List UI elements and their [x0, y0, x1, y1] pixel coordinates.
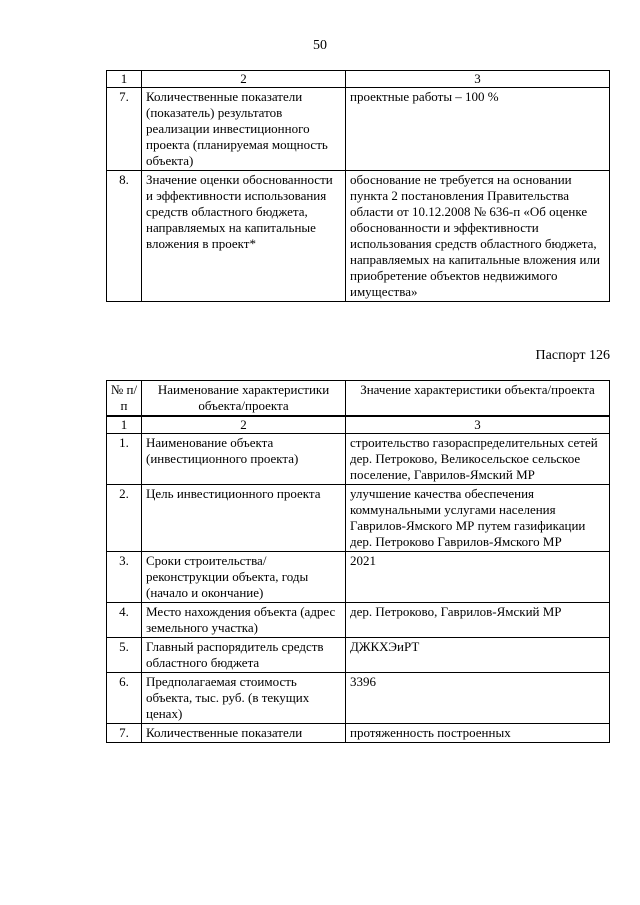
row-number: 7.: [107, 724, 142, 743]
row-number: 2.: [107, 485, 142, 552]
table-row: [107, 552, 610, 603]
characteristic-value: обоснование не требуется на основании пункта 2 постановления Правительства области от 10.12.2008 № 636-п «Об оценке обоснованности и эффективности использования средств областного бюджета, направляемых на капитальные вложения или приобретение объектов недвижимого имущества»: [346, 171, 610, 302]
table-row: [107, 171, 610, 302]
table-row: [107, 485, 610, 552]
characteristic-value: 3396: [346, 673, 610, 724]
column-number-row: [107, 71, 610, 88]
row-number: 5.: [107, 638, 142, 673]
characteristic-name: Сроки строительства/реконструкции объекта, годы (начало и окончание): [142, 552, 346, 603]
characteristic-name: Цель инвестиционного проекта: [142, 485, 346, 552]
row-number: 6.: [107, 673, 142, 724]
characteristic-name: Предполагаемая стоимость объекта, тыс. руб. (в текущих ценах): [142, 673, 346, 724]
column-number: 1: [107, 416, 142, 434]
characteristic-value: 2021: [346, 552, 610, 603]
investment-table-continued: [106, 70, 610, 302]
characteristic-value: протяженность построенных: [346, 724, 610, 743]
table-row: [107, 88, 610, 171]
characteristic-name: Место нахождения объекта (адрес земельного участка): [142, 603, 346, 638]
row-number: 7.: [107, 88, 142, 171]
header-row: [107, 381, 610, 417]
column-number: 3: [346, 71, 610, 88]
characteristic-name: Главный распорядитель средств областного бюджета: [142, 638, 346, 673]
characteristic-value: строительство газораспределительных сетей дер. Петроково, Великосельское сельское поселение, Гаврилов-Ямский МР: [346, 434, 610, 485]
characteristic-value: улучшение качества обеспечения коммунальными услугами населения Гаврилов-Ямского МР путем газификации дер. Петроково Гаврилов-Ямского МР: [346, 485, 610, 552]
characteristic-value: проектные работы – 100 %: [346, 88, 610, 171]
column-number: 3: [346, 416, 610, 434]
table-row: [107, 673, 610, 724]
header-name: Наименование характеристики объекта/проекта: [142, 381, 346, 417]
characteristic-name: Количественные показатели: [142, 724, 346, 743]
column-number: 1: [107, 71, 142, 88]
passport-title: Паспорт 126: [535, 348, 610, 363]
characteristic-value: дер. Петроково, Гаврилов-Ямский МР: [346, 603, 610, 638]
table-row: [107, 603, 610, 638]
row-number: 8.: [107, 171, 142, 302]
column-number-row: [107, 416, 610, 434]
characteristic-name: Значение оценки обоснованности и эффективности использования средств областного бюджета, направляемых на капитальные вложения в проект*: [142, 171, 346, 302]
column-number: 2: [142, 71, 346, 88]
header-value: Значение характеристики объекта/проекта: [346, 381, 610, 417]
characteristic-name: Количественные показатели (показатель) результатов реализации инвестиционного проекта (планируемая мощность объекта): [142, 88, 346, 171]
table-row: [107, 638, 610, 673]
header-number: № п/п: [107, 381, 142, 417]
row-number: 1.: [107, 434, 142, 485]
page-number: 50: [313, 38, 327, 53]
row-number: 3.: [107, 552, 142, 603]
column-number: 2: [142, 416, 346, 434]
table-row: [107, 434, 610, 485]
passport-table: [106, 380, 610, 743]
table-row: [107, 724, 610, 743]
row-number: 4.: [107, 603, 142, 638]
characteristic-name: Наименование объекта (инвестиционного проекта): [142, 434, 346, 485]
characteristic-value: ДЖКХЭиРТ: [346, 638, 610, 673]
